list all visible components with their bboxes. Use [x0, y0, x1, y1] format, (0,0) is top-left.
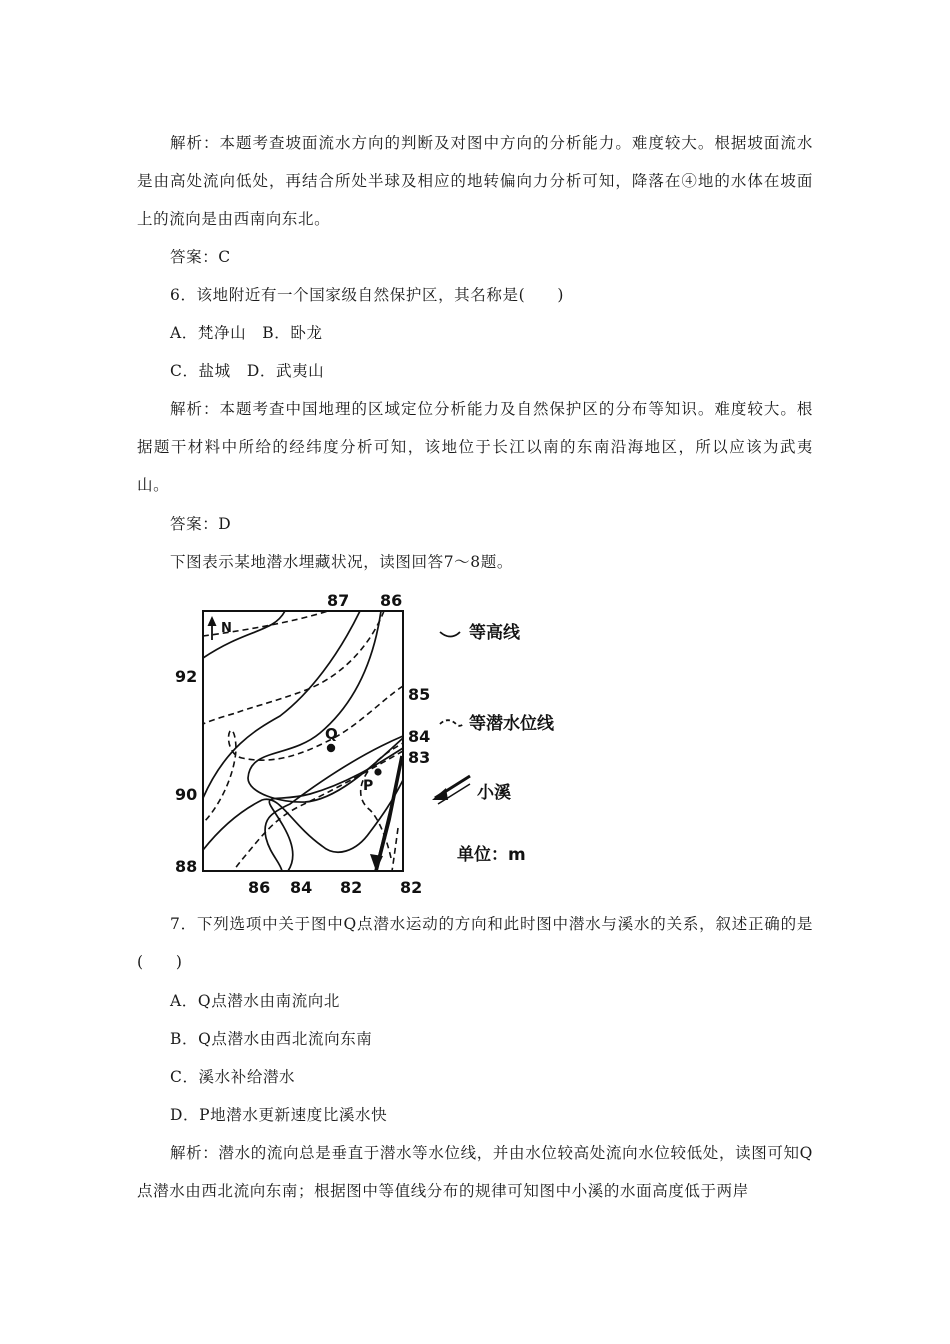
- option-7-a: A．Q点潜水由南流向北: [170, 992, 341, 1010]
- legend-stream: 小溪: [477, 783, 511, 803]
- analysis-7: 解析：潜水的流向总是垂直于潜水等水位线，并由水位较高处流向水位较低处，读图可知Q点潜水由西北流向东南；根据图中等值线分布的规律可知图中小溪的水面高度低于两岸: [137, 1144, 813, 1200]
- option-7-c: C．溪水补给潜水: [170, 1068, 296, 1086]
- water-table-legend-icon: [440, 720, 464, 726]
- legend-unit: 单位：m: [457, 845, 526, 865]
- figure-intro: 下图表示某地潜水埋藏状况，读图回答7～8题。: [170, 553, 513, 571]
- bottom-label-82b: 82: [400, 878, 423, 897]
- stream-legend-icon: [432, 776, 470, 804]
- legend-water-table: 等潜水位线: [469, 714, 554, 734]
- north-arrow-icon: [208, 616, 232, 640]
- groundwater-map: [170, 588, 590, 900]
- answer-6: 答案：D: [170, 515, 232, 533]
- option-7-d: D．P地潜水更新速度比溪水快: [170, 1106, 388, 1124]
- contour-legend-icon: [440, 632, 460, 637]
- analysis-5: 解析：本题考查坡面流水方向的判断及对图中方向的分析能力。难度较大。根据坡面流水是由高处流向低处，再结合所处半球及相应的地转偏向力分析可知，降落在④地的水体在坡面上的流向是由西南向东北。: [137, 134, 813, 228]
- top-label-86: 86: [380, 591, 403, 610]
- legend-contour: 等高线: [469, 623, 520, 643]
- point-p-label: P: [363, 778, 374, 794]
- left-label-90: 90: [175, 785, 198, 804]
- left-label-88: 88: [175, 857, 198, 876]
- bottom-label-84: 84: [290, 878, 313, 897]
- top-label-87: 87: [327, 591, 350, 610]
- question-7: 7．下列选项中关于图中Q点潜水运动的方向和此时图中潜水与溪水的关系，叙述正确的是( ): [137, 915, 813, 971]
- point-p-marker: [374, 768, 381, 775]
- bottom-label-86: 86: [248, 878, 271, 897]
- option-6-cd: C．盐城 D．武夷山: [170, 362, 325, 380]
- bottom-label-82a: 82: [340, 878, 363, 897]
- right-label-83: 83: [408, 748, 431, 767]
- point-q-marker: [327, 744, 335, 752]
- legend: [432, 622, 555, 865]
- groundwater-figure: [170, 588, 590, 900]
- right-label-84: 84: [408, 727, 431, 746]
- option-7-b: B．Q点潜水由西北流向东南: [170, 1030, 373, 1048]
- north-label: N: [221, 621, 232, 636]
- option-6-ab: A．梵净山 B．卧龙: [170, 324, 323, 342]
- right-label-85: 85: [408, 685, 431, 704]
- point-q-label: Q: [325, 725, 338, 743]
- answer-5: 答案：C: [170, 248, 231, 266]
- left-label-92: 92: [175, 667, 198, 686]
- contour-lines: [203, 611, 403, 871]
- question-6: 6．该地附近有一个国家级自然保护区，其名称是( ): [170, 286, 565, 304]
- analysis-6: 解析：本题考查中国地理的区域定位分析能力及自然保护区的分布等知识。难度较大。根据题干材料中所给的经纬度分析可知，该地位于长江以南的东南沿海地区，所以应该为武夷山。: [137, 400, 813, 494]
